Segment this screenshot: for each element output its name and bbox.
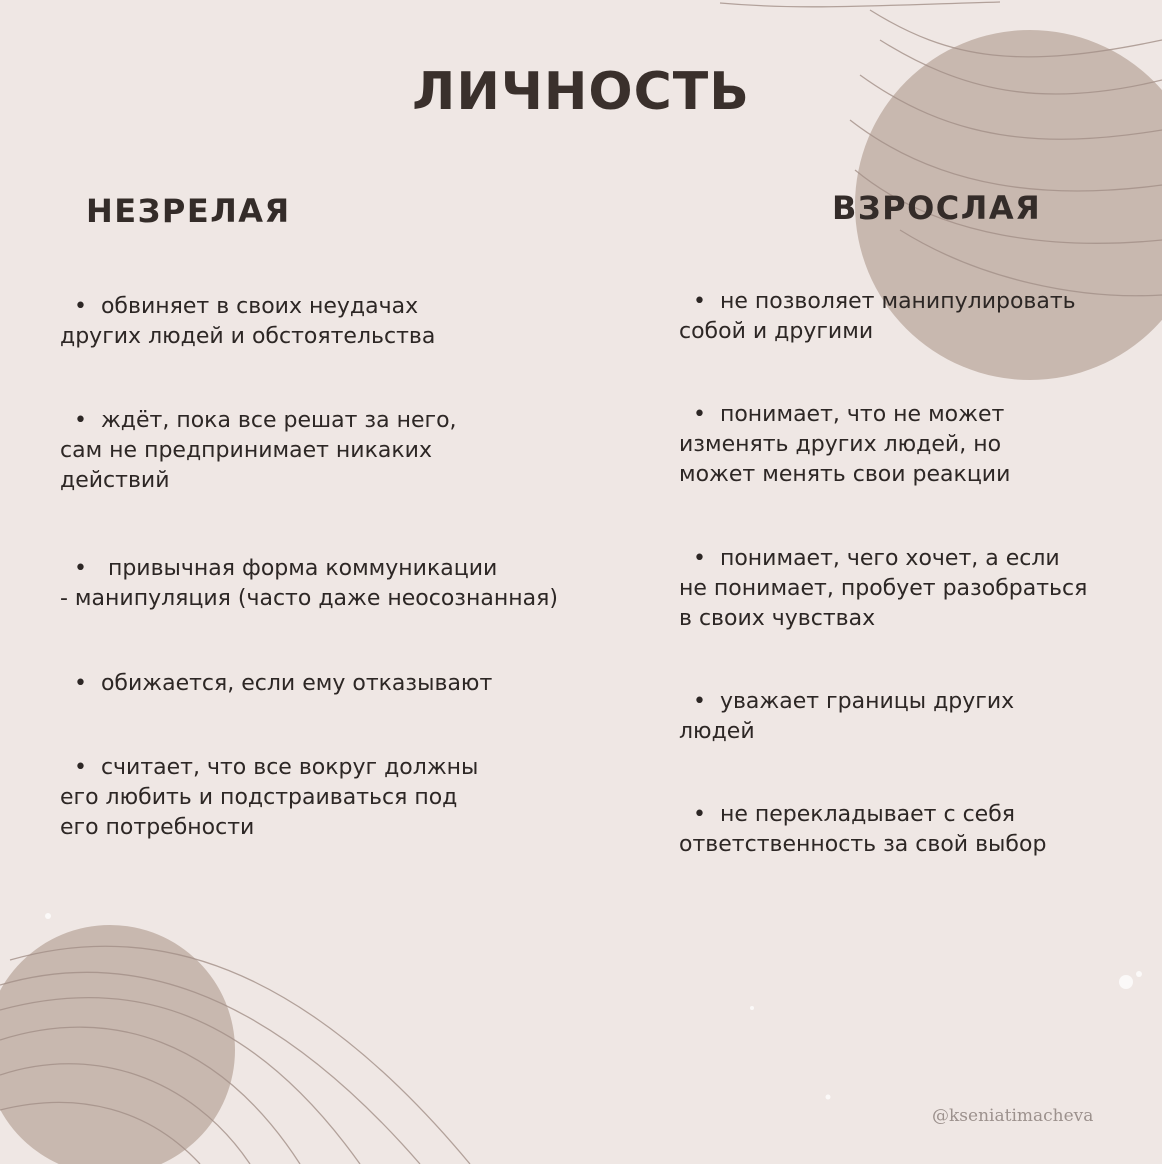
adult-item-2: • понимает, что не может изменять других людей, но может менять свои реакции (679, 402, 1011, 487)
adult-item-4: • уважает границы других людей (679, 689, 1015, 744)
immature-item-5: • считает, что все вокруг должны его любить и подстраиваться под его потребности (60, 755, 479, 840)
adult-heading: ВЗРОСЛАЯ (832, 189, 1042, 227)
page-title: ЛИЧНОСТЬ (412, 62, 750, 122)
immature-item-4: • обижается, если ему отказывают (60, 671, 493, 696)
adult-item-3: • понимает, чего хочет, а если не понимает, пробует разобраться в своих чувствах (679, 546, 1088, 631)
immature-item-2: • ждёт, пока все решат за него, сам не предпринимает никаких действий (60, 408, 457, 493)
immature-heading: НЕЗРЕЛАЯ (86, 192, 291, 230)
immature-item-3: • привычная форма коммуникации - манипуляция (часто даже неосознанная) (60, 556, 558, 611)
immature-item-1: • обвиняет в своих неудачах других людей и обстоятельства (60, 294, 436, 349)
adult-item-1: • не позволяет манипулировать собой и другими (679, 289, 1076, 344)
author-watermark: @kseniatimacheva (932, 1106, 1094, 1126)
adult-item-5: • не перекладывает с себя ответственность за свой выбор (679, 802, 1047, 857)
